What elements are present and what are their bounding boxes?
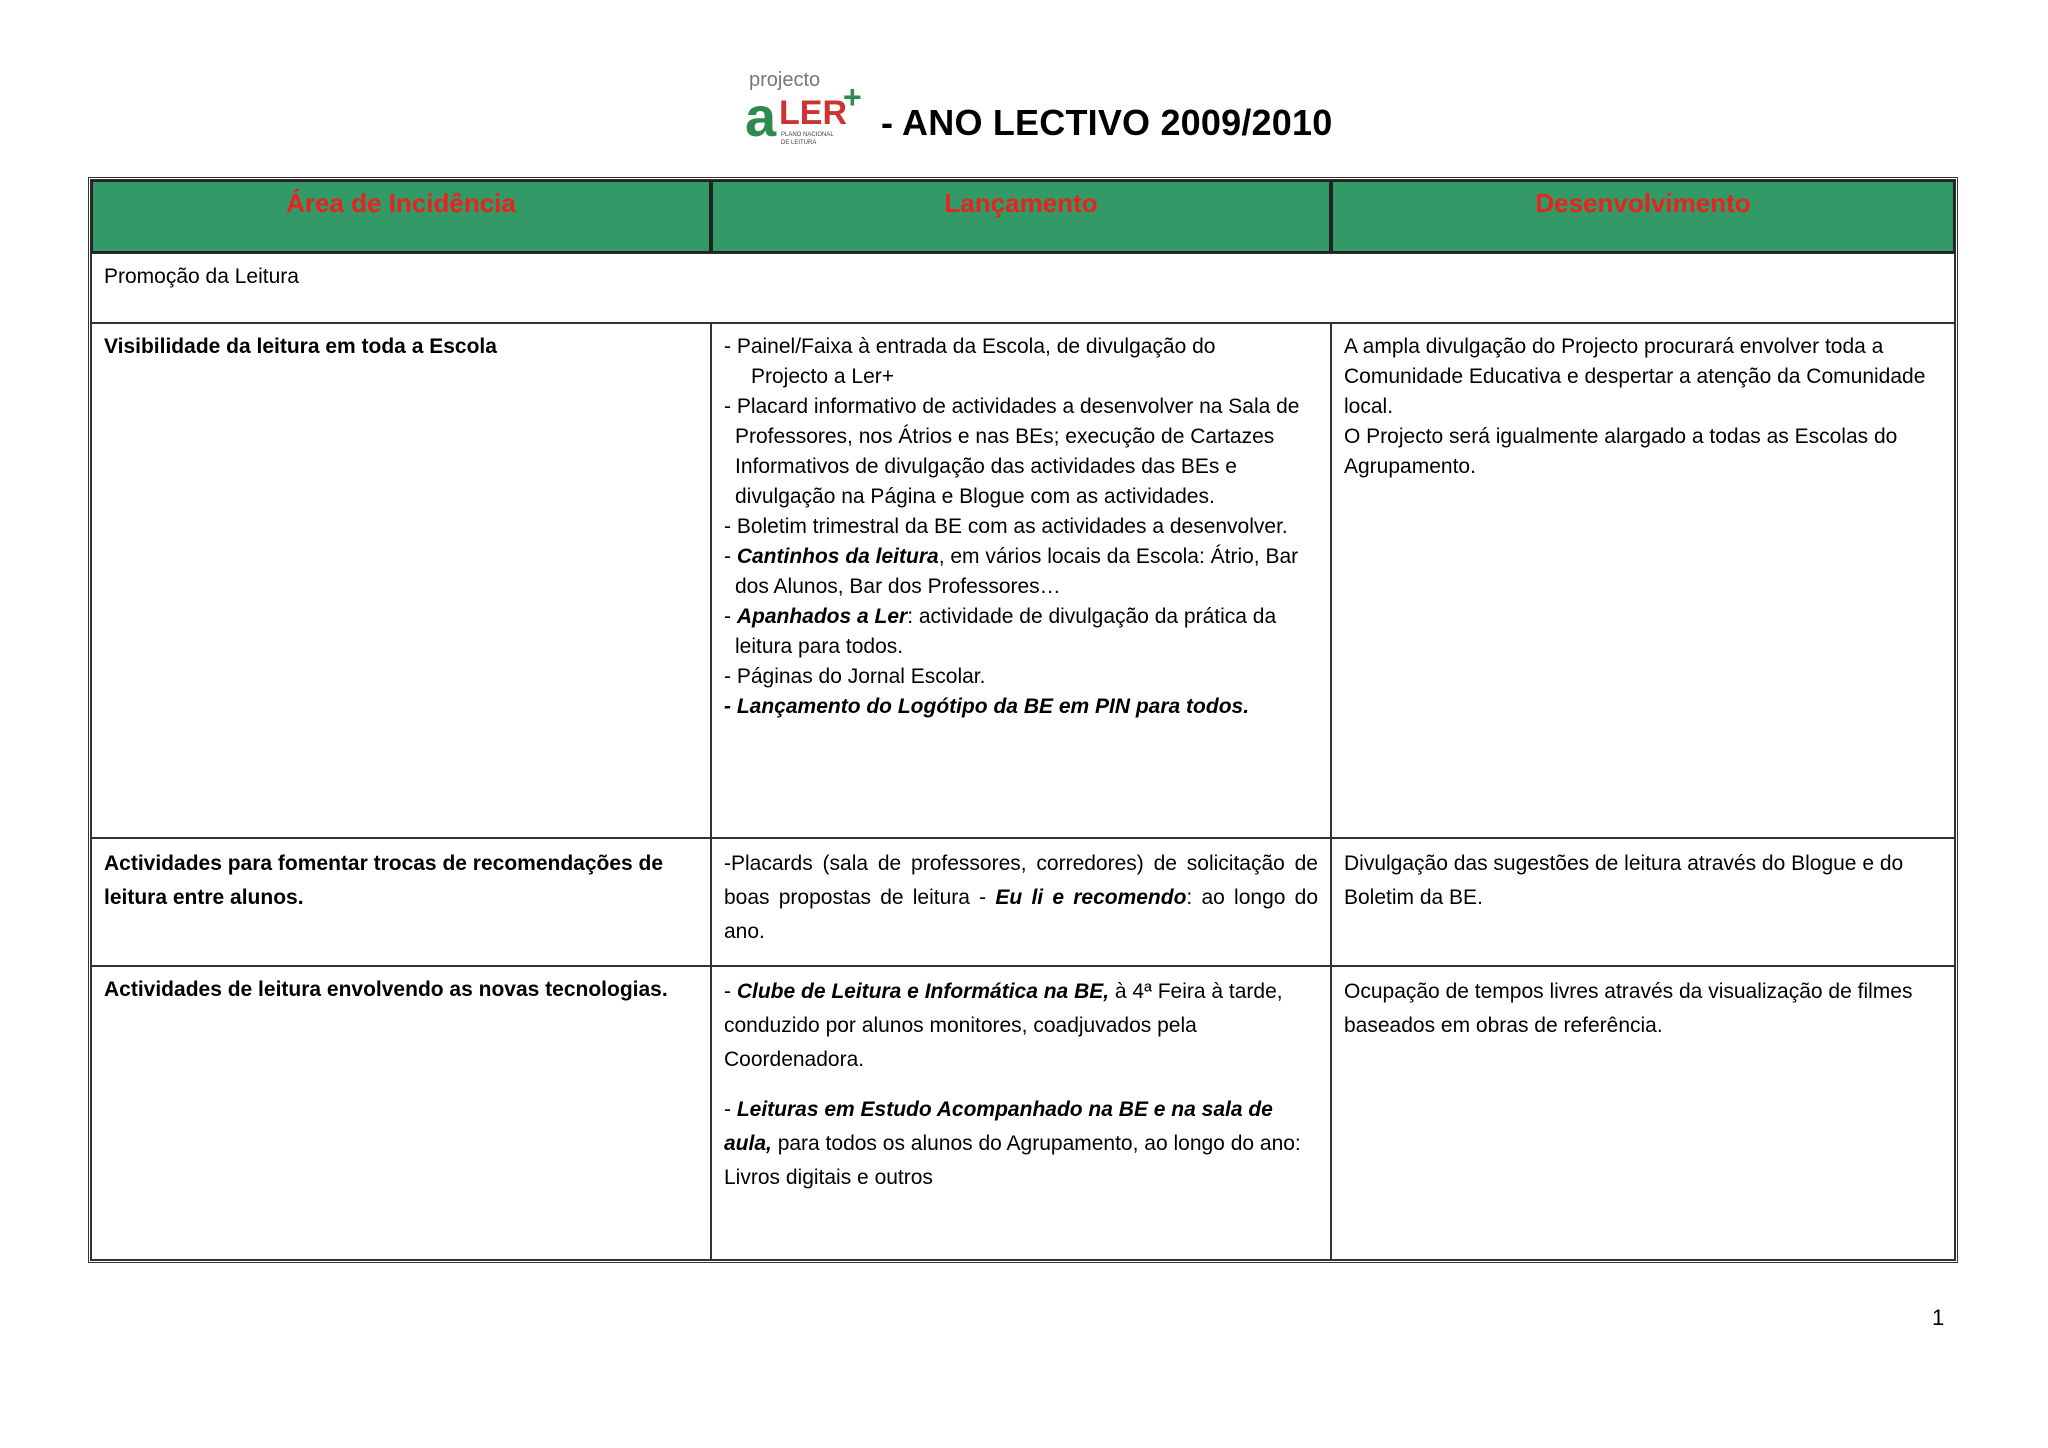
logo-text-top: projecto xyxy=(749,69,821,91)
row1-item-3: - Boletim trimestral da BE com as actividades a desenvolver. xyxy=(724,515,1288,538)
page-header xyxy=(745,52,1332,152)
logo-text-small-1: PLANO NACIONAL xyxy=(781,132,834,138)
row3-lancamento xyxy=(711,966,1331,1260)
row1-item-1: - Painel/Faixa à entrada da Escola, de divulgação do Projecto a Ler+ xyxy=(724,335,1216,388)
row3-area: Actividades de leitura envolvendo as novas tecnologias. xyxy=(91,966,711,1260)
table-row xyxy=(91,966,1955,1260)
row3-item-2: - Leituras em Estudo Acompanhado na BE e na sala de aula, para todos os alunos do Agrupamento, ao longo do ano: Livros digitais e outros xyxy=(724,1098,1301,1189)
row2-lancamento: -Placards (sala de professores, corredores) de solicitação de boas propostas de leitura - Eu li e recomendo: ao longo do ano. xyxy=(711,838,1331,966)
page-title: - ANO LECTIVO 2009/2010 xyxy=(881,102,1333,143)
row1-desenvolvimento xyxy=(1331,323,1955,838)
row1-area: Visibilidade da leitura em toda a Escola xyxy=(91,323,711,838)
row1-item-6: - Páginas do Jornal Escolar. xyxy=(724,665,986,688)
row2-area: Actividades para fomentar trocas de recomendações de leitura entre alunos. xyxy=(91,838,711,966)
svg-text:a: a xyxy=(745,85,777,148)
row3-item-1: - Clube de Leitura e Informática na BE, à 4ª Feira à tarde, conduzido por alunos monitores, coadjuvados pela Coordenadora. xyxy=(724,980,1283,1071)
page-number: 1 xyxy=(1932,1305,1945,1330)
table-row xyxy=(91,838,1955,966)
row2-desenvolvimento: Divulgação das sugestões de leitura através do Blogue e do Boletim da BE. xyxy=(1331,838,1955,966)
activities-table xyxy=(88,177,1958,1263)
svg-text:+: + xyxy=(843,79,862,115)
header-desenvolvimento: Desenvolvimento xyxy=(1331,180,1955,253)
row3-desenvolvimento: Ocupação de tempos livres através da visualização de filmes baseados em obras de referência. xyxy=(1331,966,1955,1260)
header-lancamento: Lançamento xyxy=(711,180,1331,253)
row1-item-5: - Apanhados a Ler: actividade de divulgação da prática da leitura para todos. xyxy=(724,605,1277,658)
header-area: Área de Incidência xyxy=(91,180,711,253)
section-title: Promoção da Leitura xyxy=(91,253,1955,323)
svg-text:LER: LER xyxy=(779,94,847,132)
projecto-aler-logo xyxy=(745,68,867,152)
table-header-row xyxy=(91,180,1955,253)
row1-item-4: - Cantinhos da leitura, em vários locais da Escola: Átrio, Bar dos Alunos, Bar dos Professores… xyxy=(724,545,1299,598)
table-row xyxy=(91,323,1955,838)
row1-item-7: - Lançamento do Logótipo da BE em PIN para todos. xyxy=(724,695,1250,718)
row1-dev-text: A ampla divulgação do Projecto procurará envolver toda a Comunidade Educativa e despertar a atenção da Comunidade local. xyxy=(1344,335,1926,418)
logo-text-small-2: DE LEITURA xyxy=(781,140,817,146)
section-row xyxy=(91,253,1955,323)
row1-item-2: - Placard informativo de actividades a desenvolver na Sala de Professores, nos Átrios e nas BEs; execução de Cartazes Informativos de divulgação das actividades das BEs e divulgação na Página e Blogue com as actividades. xyxy=(724,395,1300,508)
row1-dev-text-2: O Projecto será igualmente alargado a todas as Escolas do Agrupamento. xyxy=(1344,425,1898,478)
row1-lancamento xyxy=(711,323,1331,838)
